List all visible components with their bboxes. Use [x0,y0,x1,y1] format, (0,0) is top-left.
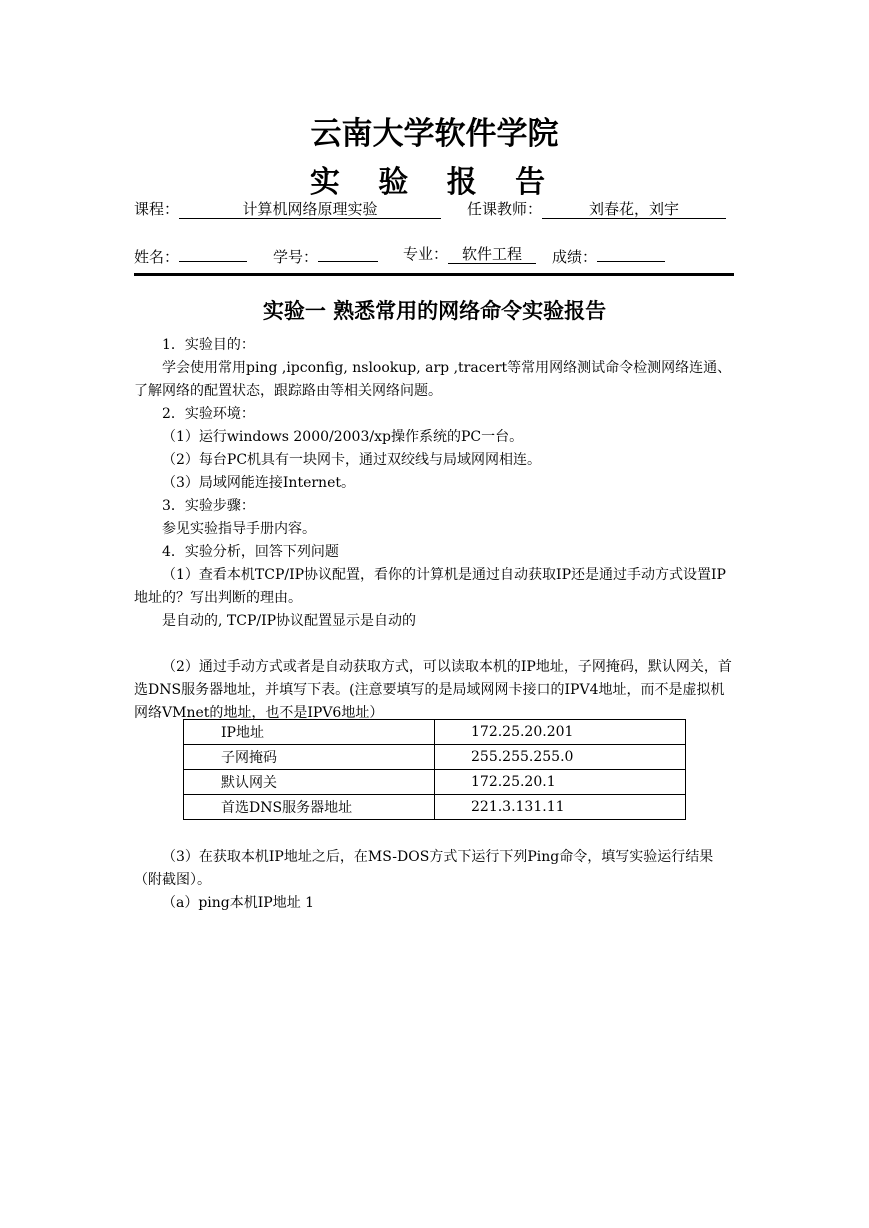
question-1: （1）查看本机TCP/IP协议配置，看你的计算机是通过自动获取IP还是通过手动方式设置IP地址的？写出判断的理由。 [134,567,726,606]
major-value: 软件工程 [448,245,536,264]
table-cell-value: 172.25.20.201 [435,720,686,745]
course-label: 课程： [134,200,180,218]
grade-field [597,243,665,262]
header-divider [134,273,734,276]
table-cell-value: 221.3.131.11 [435,795,686,820]
school-title: 云南大学软件学院 [310,116,559,152]
grade-row [552,243,665,267]
teacher-row [467,198,726,219]
experiment-title: 实验一 熟悉常用的网络命令实验报告 [262,299,607,323]
student-id-row [273,243,378,267]
env-item-2: （2）每台PC机具有一块网卡，通过双绞线与局域网网相连。 [162,452,542,468]
table-cell-label: 子网掩码 [184,745,435,770]
table-row [184,795,686,820]
section-3-heading: 3．实验步骤： [162,498,255,514]
section-1-heading: 1．实验目的： [162,337,255,353]
table-row [184,745,686,770]
table-cell-value: 255.255.255.0 [435,745,686,770]
table-row [184,720,686,745]
major-label: 专业： [403,245,449,263]
course-value: 计算机网络原理实验 [179,200,441,219]
teacher-value: 刘春花，刘宇 [542,200,726,219]
table-cell-label: 首选DNS服务器地址 [184,795,435,820]
section-2-heading: 2．实验环境： [162,406,255,422]
network-config-table [183,719,686,820]
grade-label: 成绩： [552,248,598,266]
table-cell-value: 172.25.20.1 [435,770,686,795]
env-item-3: （3）局域网能连接Internet。 [162,475,355,491]
student-id-label: 学号： [273,248,319,266]
answer-1: 是自动的, TCP/IP协议配置显示是自动的 [162,613,417,629]
student-id-field [318,243,378,262]
question-3: （3）在获取本机IP地址之后，在MS-DOS方式下运行下列Ping命令，填写实验运行结果（附截图）。 [134,849,714,888]
course-row [134,198,441,219]
report-title: 实 验 报 告 [309,165,560,200]
table-cell-label: IP地址 [184,720,435,745]
name-label: 姓名： [134,248,180,266]
env-item-1: （1）运行windows 2000/2003/xp操作系统的PC一台。 [162,429,524,445]
section-1-text: 学会使用常用ping ,ipconfig, nslookup, arp ,tracert等常用网络测试命令检测网络连通、了解网络的配置状态，跟踪路由等相关网络问题。 [134,360,732,399]
teacher-label: 任课教师： [467,200,543,218]
name-field [179,243,247,262]
section-3-text: 参见实验指导手册内容。 [162,521,316,537]
name-row [134,243,247,267]
major-row [403,243,536,264]
question-3a: （a）ping本机IP地址 1 [162,895,315,911]
table-cell-label: 默认网关 [184,770,435,795]
question-2: （2）通过手动方式或者是自动获取方式，可以读取本机的IP地址，子网掩码，默认网关，首选DNS服务器地址，并填写下表。(注意要填写的是局域网网卡接口的IPV4地址，而不是虚拟机网络VMnet的地址，也不是IPV6地址） [134,659,732,721]
section-4-heading: 4．实验分析，回答下列问题 [162,544,339,560]
table-row [184,770,686,795]
